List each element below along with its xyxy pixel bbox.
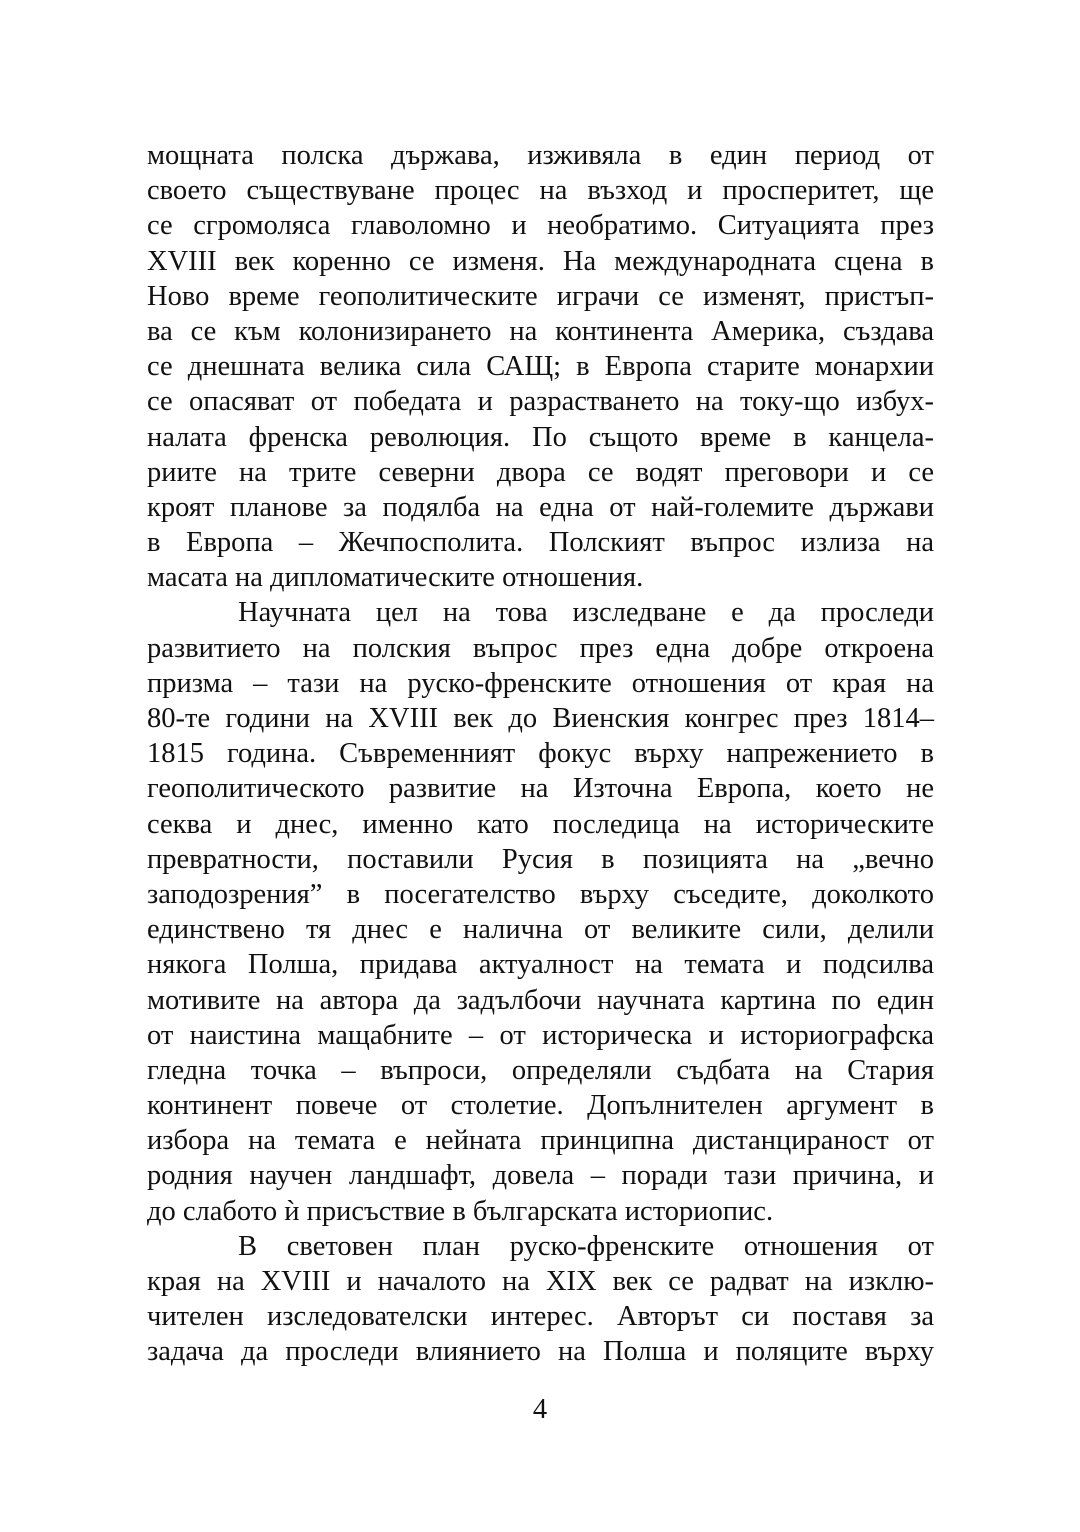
paragraph <box>147 1229 934 1370</box>
page-number: 4 <box>532 1394 548 1425</box>
text-line: задача да проследи влиянието на Полша и поляците върху <box>147 1336 934 1368</box>
text-line: призма – тази на руско-френските отношения от края на <box>147 667 934 699</box>
text-line: геополитическото развитие на Източна Европа, което не <box>147 773 934 805</box>
text-line: риите на трите северни двора се водят преговори и се <box>147 456 934 488</box>
text-line: превратности, поставили Русия в позицията на „вечно <box>147 843 934 875</box>
text-line: секва и днес, именно като последица на историческите <box>147 808 934 840</box>
text-line: от наистина мащабните – от историческа и историографска <box>147 1019 934 1051</box>
text-line: в Европа – Жечпосполита. Полският въпрос излиза на <box>147 527 934 559</box>
text-line: до слабото ѝ присъствие в българската историопис. <box>147 1195 774 1227</box>
text-line: края на XVIII и началото на XIX век се радват на изклю- <box>147 1266 934 1297</box>
text-line: развитието на полския въпрос през една добре откроена <box>147 632 934 664</box>
text-line: своето съществуване процес на възход и просперитет, ще <box>147 175 934 207</box>
text-line: континент повече от столетие. Допълнителен аргумент в <box>147 1090 934 1122</box>
text-line: 80-те години на XVIII век до Виенския конгрес през 1814– <box>147 703 934 734</box>
text-line: се сгромоляса главоломно и необратимо. Ситуацията през <box>147 210 934 242</box>
text-line: Ново време геополитическите играчи се изменят, пристъп- <box>147 280 934 312</box>
text-line: единствено тя днес е налична от великите сили, делили <box>147 914 934 946</box>
body-text <box>147 138 934 1370</box>
paragraph <box>147 138 934 595</box>
text-line: Научната цел на това изследване е да проследи <box>238 597 934 629</box>
text-line: XVIII век коренно се изменя. На международната сцена в <box>147 245 934 277</box>
text-line: заподозрения” в посегателство върху съседите, доколкото <box>147 878 934 910</box>
text-line: избора на темата е нейната принципна дистанцираност от <box>147 1125 934 1157</box>
text-line: ва се към колонизирането на континента Америка, създава <box>147 315 934 347</box>
text-line: се опасяват от победата и разрастването на току-що избух- <box>147 386 934 418</box>
text-line: В световен план руско-френските отношения от <box>238 1230 934 1262</box>
text-line: 1815 година. Съвременният фокус върху напрежението в <box>147 738 934 770</box>
text-line: някога Полша, придава актуалност на темата и подсилва <box>147 949 934 981</box>
text-line: чителен изследователски интерес. Авторът си поставя за <box>147 1301 934 1333</box>
text-line: гледна точка – въпроси, определяли съдбата на Стария <box>147 1054 934 1086</box>
text-line: кроят планове за подялба на една от най-големите държави <box>147 491 934 523</box>
text-line: мотивите на автора да задълбочи научната картина по един <box>147 984 934 1016</box>
text-line: налата френска революция. По същото време в канцела- <box>147 421 934 453</box>
text-line: масата на дипломатическите отношения. <box>147 562 644 594</box>
text-line: родния научен ландшафт, довела – поради тази причина, и <box>147 1160 934 1192</box>
paragraph <box>147 595 934 1228</box>
text-line: се днешната велика сила САЩ; в Европа старите монархии <box>147 351 934 383</box>
text-line: мощната полска държава, изживяла в един период от <box>147 140 934 171</box>
